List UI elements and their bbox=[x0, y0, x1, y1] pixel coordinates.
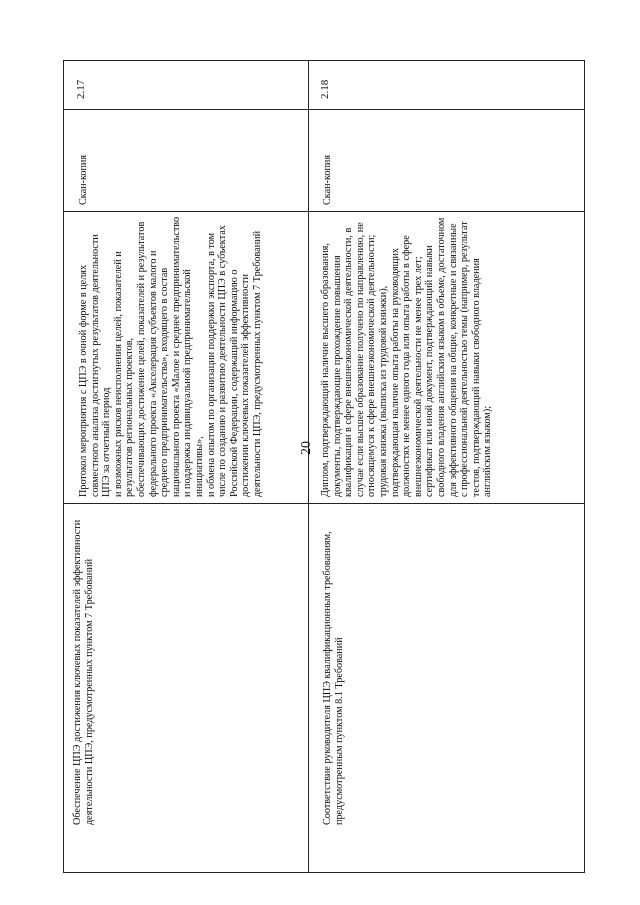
documents-line: трудовая книжка (выписка из трудовой книжки), подтверждающая наличие опыта работы на руководящих должностях не менее одного года или опыта работы в сфере внешнеэкономической деятельности не менее трех лет; bbox=[377, 235, 424, 497]
criterion-paragraph: Обеспечение ЦПЭ достижения ключевых показателей эффективности деятельности ЦПЭ, предусмотренных пунктом 7 Требований bbox=[72, 519, 95, 825]
documents-line: и возможных рисков неисполнения целей, показателей и результатов региональных проектов, bbox=[112, 251, 136, 497]
documents-line: Протокол мероприятия с ЦПЭ в очной форме в целях совместного анализа достигнутых результатов деятельности ЦПЭ за отчетный период bbox=[78, 234, 113, 497]
column-separator-num bbox=[64, 109, 584, 110]
column-separator-format bbox=[64, 211, 584, 212]
criterion-text bbox=[322, 515, 552, 825]
documents-line: Диплом, подтверждающий наличие высшего образования, bbox=[320, 243, 331, 497]
row-separator bbox=[308, 61, 309, 872]
format-text: Скан-копия bbox=[322, 154, 333, 205]
page-number: 20 bbox=[299, 441, 314, 455]
documents-line: сертификат или иной документ, подтверждающий навыки свободного владения английским языком в объеме, достаточном для эффективного общения на общие, конкретные и связанные bbox=[424, 217, 459, 497]
row-number: 2.17 bbox=[75, 79, 87, 99]
documents-line: и обмена опытом по организации поддержки экспорта, в том числе по созданию и развитию деятельности ЦПЭ в субъектах Российской Федерации, содержащий информацию о достижении ключевых показателей эффективности деятельности ЦПЭ, предусмотренных пунктом 7 Требований bbox=[205, 225, 263, 497]
documents-line: документы, подтверждающие прохождение повышения квалификации в сфере внешнеэкономической деятельности, в случае если высшее образование получено по направлению, не относящемуся к сфере внешнеэкономической деятельности; bbox=[331, 222, 378, 497]
requirements-table bbox=[63, 60, 585, 873]
documents-text bbox=[78, 215, 303, 497]
format-text: Скан-копия bbox=[78, 154, 89, 205]
documents-line: с профессиональной деятельностью темы (например, результат тестов, подтверждающий навыки свободного владения английским языком); bbox=[459, 221, 494, 497]
documents-line: обеспечивающих достижение целей, показателей и результатов федерального проекта «Акселерация субъектов малого и среднего предпринимательства», входящего в состав национального проекта «Малое и среднее предпринимательство и поддержка индивидуальной предпринимательской инициативы», bbox=[135, 216, 205, 497]
row-number: 2.18 bbox=[319, 79, 331, 99]
criterion-text bbox=[72, 515, 302, 825]
documents-text bbox=[320, 215, 578, 497]
criterion-paragraph: Соответствие руководителя ЦПЭ квалификационным требованиям, предусмотренным пунктом 8.1 Требований bbox=[322, 531, 345, 825]
column-separator-criterion bbox=[64, 503, 584, 504]
